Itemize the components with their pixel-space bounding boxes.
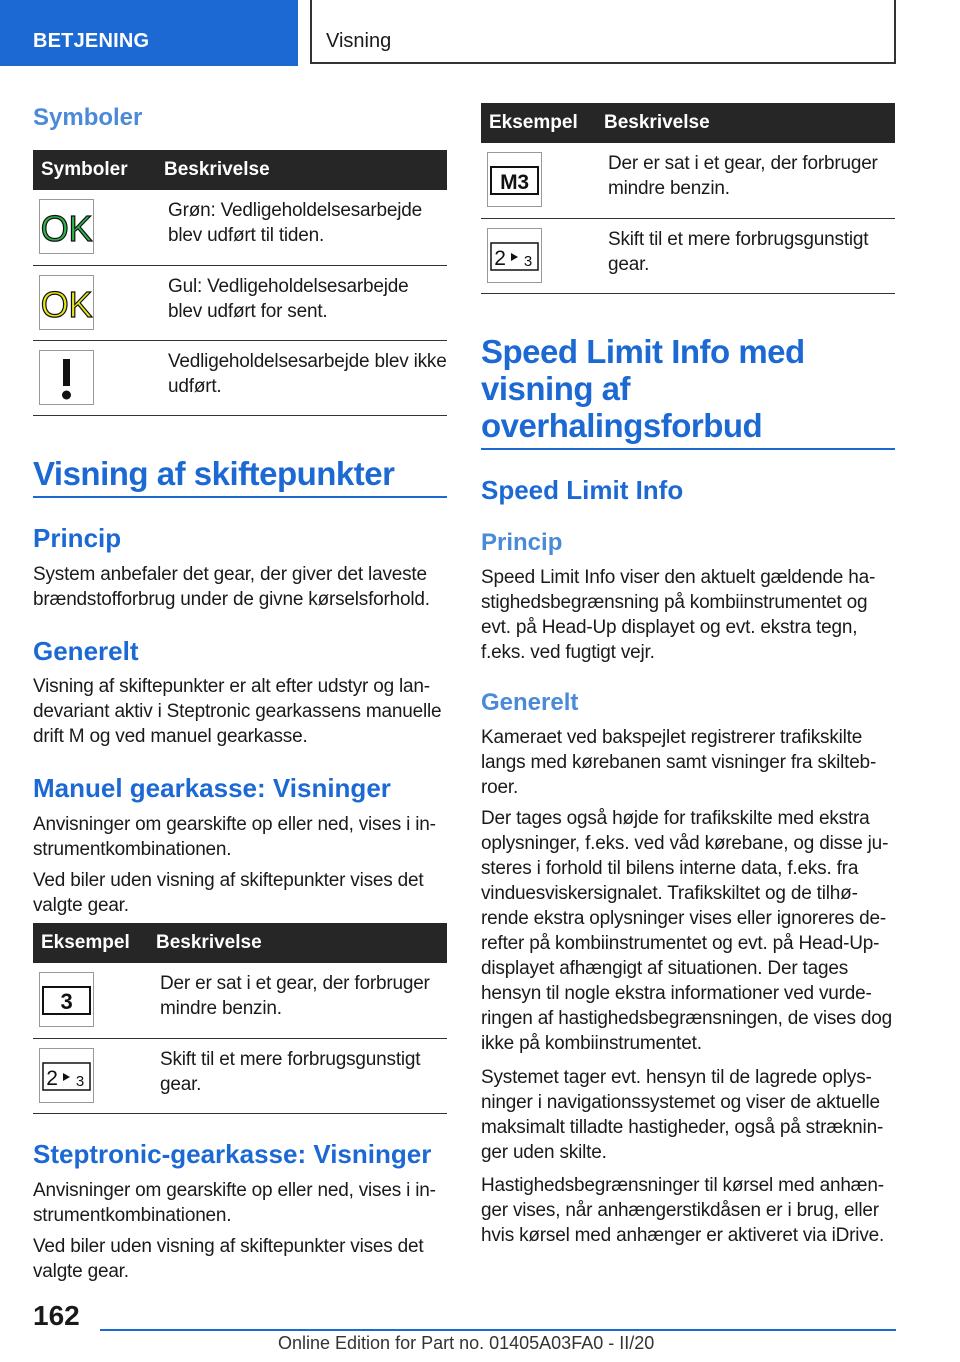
table-cell [33, 1038, 148, 1113]
section-tab: BETJENING [0, 0, 298, 66]
table-cell: Der er sat i et gear, der forbruger mindre benzin. [596, 143, 895, 218]
manuel-text-1: Anvisninger om gearskifte op eller ned, vises i instrumentkombinationen. [33, 814, 436, 860]
steptronic-heading: Steptronic-gearkasse: Visninger [33, 1139, 432, 1169]
generelt-text-4: Hastighedsbegrænsninger til kørsel med anhænger vises, når anhængerstikdåsen er i brug, eller hvis kørsel med anhænger er aktiveret via iDrive. [481, 1175, 885, 1246]
table-cell [33, 963, 148, 1038]
generelt-text-3: Systemet tager evt. hensyn til de lagrede oplysninger i navigationssystemet og viser de aktuelle maksimalt tilladte hastigheder, også på strækninger uden skilte. [481, 1067, 884, 1163]
example-table [481, 103, 895, 294]
table-header-cell: Beskrivelse [156, 150, 447, 190]
table-cell [33, 190, 156, 265]
section-heading: Speed Limit Info med visning af overhalingsforbud [481, 333, 805, 444]
ok-green-icon [39, 199, 94, 254]
table-header-cell: Eksempel [33, 923, 148, 963]
manuel-heading: Manuel gearkasse: Visninger [33, 773, 391, 803]
gear-m3-icon [487, 152, 542, 207]
table-row [481, 218, 895, 293]
generelt-heading: Generelt [33, 636, 139, 666]
svg-text:3: 3 [523, 252, 533, 270]
generelt-text: Visning af skiftepunkter er alt efter udstyr og landevariant aktiv i Steptronic gearkassens manuelle drift M og ved manuel gearkasse. [33, 676, 442, 747]
heading-rule [33, 496, 447, 498]
svg-text:OK: OK [40, 208, 93, 249]
section-heading: Visning af skiftepunkter [33, 455, 395, 492]
table-header-row [33, 150, 447, 190]
table-header-cell: Beskrivelse [596, 103, 895, 143]
shift-2-to-3-icon [39, 1048, 94, 1103]
table-header-row [481, 103, 895, 143]
table-cell: Grøn: Vedligeholdelsesarbejde blev udført til tiden. [156, 190, 447, 265]
table-cell [33, 265, 156, 340]
manuel-text-2: Ved biler uden visning af skiftepunkter vises det valgte gear. [33, 870, 424, 916]
generelt-text-2: Der tages også højde for trafikskilte med ekstra oplysninger, f.eks. ved våd kørebane, og disse justeres i forhold til bilens interne data, f.eks. fra vinduesviskersignalet. Trafikskiltet og de tilhørende ekstra oplysninger vises eller ignoreres derefter på kombiinstrumentet og evt. på Head-Up-displayet afhængigt af situationen. Der tages hensyn til nogle ekstra informationer ved vurderingen af hastighedsbegrænsningen, de vises dog ikke på kombiinstrumentet. [481, 808, 893, 1054]
princip-text: System anbefaler det gear, der giver det laveste brændstofforbrug under de givne kørselsforhold. [33, 564, 430, 610]
edition-text: Online Edition for Part no. 01405A03FA0 - II/20 [278, 1333, 655, 1353]
symbol-table [33, 150, 447, 416]
table-cell: Der er sat i et gear, der forbruger mindre benzin. [148, 963, 447, 1038]
svg-text:2: 2 [494, 246, 506, 270]
gear-3-icon [39, 972, 94, 1027]
svg-text:M3: M3 [500, 171, 529, 194]
steptronic-text-1: Anvisninger om gearskifte op eller ned, vises i instrumentkombinationen. [33, 1180, 436, 1226]
generelt-heading: Generelt [481, 689, 579, 716]
chapter-title: Visning [310, 0, 896, 64]
steptronic-text-2: Ved biler uden visning af skiftepunkter vises det valgte gear. [33, 1236, 424, 1282]
table-cell: Skift til et mere forbrugsgunstigt gear. [596, 218, 895, 293]
exclamation-icon [39, 350, 94, 405]
heading-rule [481, 448, 895, 450]
princip-heading: Princip [481, 529, 563, 556]
table-header-cell: Symboler [33, 150, 156, 190]
table-row [33, 1038, 447, 1113]
table-row [33, 265, 447, 340]
svg-text:3: 3 [75, 1072, 85, 1090]
footer-rule [100, 1329, 896, 1331]
table-header-cell: Eksempel [481, 103, 596, 143]
princip-text: Speed Limit Info viser den aktuelt gældende hastighedsbegrænsning på kombiinstrumentet og evt. på Head-Up displayet og evt. ekstra tegn, f.eks. ved fugtigt vejr. [481, 567, 876, 663]
table-cell: Gul: Vedligeholdelsesarbejde blev udført for sent. [156, 265, 447, 340]
page-header [0, 0, 960, 66]
svg-text:2: 2 [46, 1066, 58, 1090]
table-row [481, 143, 895, 218]
svg-text:3: 3 [60, 989, 73, 1014]
table-row [33, 963, 447, 1038]
table-cell: Skift til et mere forbrugsgunstigt gear. [148, 1038, 447, 1113]
table-row [33, 190, 447, 265]
generelt-text-1: Kameraet ved bakspejlet registrerer trafikskilte langs med kørebanen samt visninger fra skiltebroer. [481, 727, 877, 798]
table-cell [481, 218, 596, 293]
shift-2-to-3-icon [487, 228, 542, 283]
ok-yellow-icon [39, 275, 94, 330]
table-cell [33, 340, 156, 415]
symboler-heading: Symboler [33, 104, 143, 131]
table-row [33, 340, 447, 415]
table-cell: Vedligeholdelsesarbejde blev ikke udført. [156, 340, 447, 415]
subsection-heading: Speed Limit Info [481, 475, 684, 505]
princip-heading: Princip [33, 523, 122, 553]
svg-text:OK: OK [40, 283, 93, 325]
page-number: 162 [33, 1300, 80, 1331]
manuel-example-table [33, 923, 447, 1114]
table-header-row [33, 923, 447, 963]
table-header-cell: Beskrivelse [148, 923, 447, 963]
table-cell [481, 143, 596, 218]
